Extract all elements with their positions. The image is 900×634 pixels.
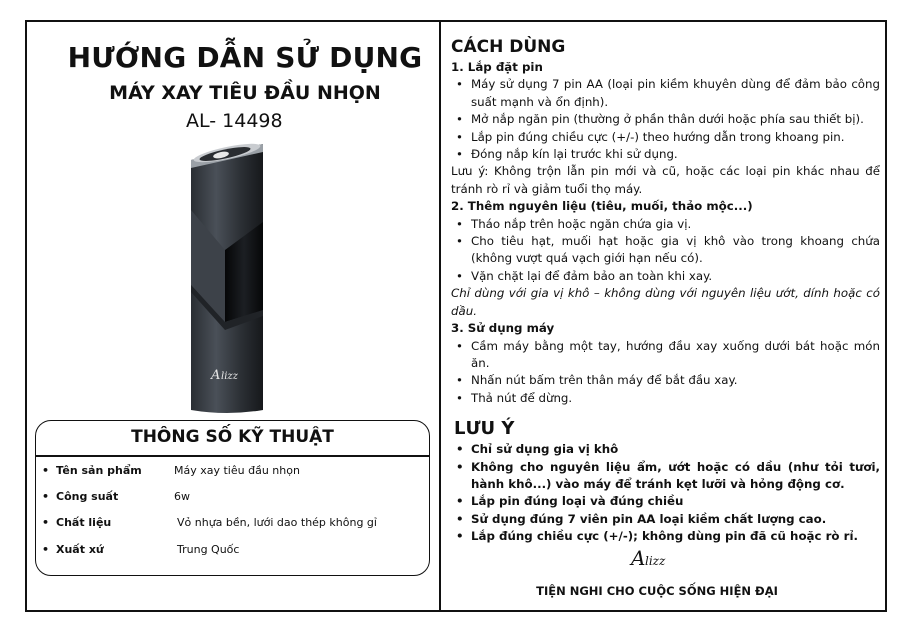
spec-value: Vỏ nhựa bền, lưới dao thép không gỉ (177, 516, 377, 529)
list-item: • Thả nút để dừng. (451, 390, 880, 407)
list-item: • Máy sử dụng 7 pin AA (loại pin kiềm khuyên dùng để đảm bảo công suất mạnh và ổn định). (451, 76, 880, 111)
product-image (185, 140, 265, 416)
list-item: • Tháo nắp trên hoặc ngăn chứa gia vị. (451, 216, 880, 233)
spec-value: Máy xay tiêu đầu nhọn (174, 464, 300, 477)
spec-key: Xuất xứ (56, 543, 104, 556)
list-item: • Sử dụng đúng 7 viên pin AA loại kiềm chất lượng cao. (451, 511, 880, 528)
section-title: 3. Sử dụng máy (451, 321, 555, 336)
usage-heading: CÁCH DÙNG (451, 37, 566, 57)
list-item: • Lắp pin đúng chiều cực (+/-) theo hướng dẫn trong khoang pin. (451, 129, 880, 146)
battery-note: Lưu ý: Không trộn lẫn pin mới và cũ, hoặc các loại pin khác nhau để tránh rò rỉ và giảm tuổi thọ máy. (451, 164, 880, 196)
svg-text:A: A (631, 546, 646, 570)
step-list (451, 216, 880, 286)
svg-text:lizz: lizz (221, 371, 238, 382)
list-item: • Vặn chặt lại để đảm bảo an toàn khi xay. (451, 268, 880, 285)
step-list (451, 76, 880, 163)
svg-text:lizz: lizz (645, 554, 666, 568)
product-subtitle: MÁY XAY TIÊU ĐẦU NHỌN (109, 82, 381, 104)
step-list (451, 338, 880, 408)
list-item: • Không cho nguyên liệu ẩm, ướt hoặc có dầu (như tỏi tươi, hành khô...) vào máy để tránh kẹt lưỡi và hỏng động cơ. (451, 459, 880, 494)
list-item: • Mở nắp ngăn pin (thường ở phần thân dưới hoặc phía sau thiết bị). (451, 111, 880, 128)
warning-list (451, 441, 880, 545)
column-divider (439, 20, 441, 612)
list-item: • Chỉ sử dụng gia vị khô (451, 441, 880, 458)
section-title: 1. Lắp đặt pin (451, 60, 543, 74)
page-title: HƯỚNG DẪN SỬ DỤNG (67, 41, 423, 74)
list-item: • Cầm máy bằng một tay, hướng đầu xay xuống dưới bát hoặc món ăn. (451, 338, 880, 373)
spec-value: Trung Quốc (177, 543, 240, 556)
section-title: 2. Thêm nguyên liệu (tiêu, muối, thảo mộc...) (451, 199, 753, 214)
list-item: • Lắp đúng chiều cực (+/-); không dùng pin đã cũ hoặc rò rỉ. (451, 528, 880, 545)
spec-divider (36, 455, 429, 457)
brand-logo (629, 543, 669, 573)
list-item: • Nhấn nút bấm trên thân máy để bắt đầu xay. (451, 372, 880, 389)
model-number: AL- 14498 (186, 110, 283, 132)
list-item: • Đóng nắp kín lại trước khi sử dụng. (451, 146, 880, 163)
list-item: • Cho tiêu hạt, muối hạt hoặc gia vị khô vào trong khoang chứa (không vượt quá vạch giới hạn nếu có). (451, 233, 880, 268)
spec-table: THÔNG SỐ KỸ THUẬT • Tên sản phẩm Máy xay tiêu đầu nhọn • Công suất 6w • Chất liệu Vỏ nhựa bền, lưới dao thép không gỉ • Xuất xứ Trung Quốc (35, 420, 430, 576)
spec-key: Chất liệu (56, 516, 112, 529)
warnings-heading: LƯU Ý (454, 418, 515, 440)
spec-title: THÔNG SỐ KỸ THUẬT (131, 427, 334, 447)
slogan: TIỆN NGHI CHO CUỘC SỐNG HIỆN ĐẠI (536, 584, 778, 598)
spec-value: 6w (174, 490, 190, 503)
dry-only-note: Chỉ dùng với gia vị khô – không dùng với nguyên liệu ướt, dính hoặc có dầu. (451, 286, 880, 318)
spec-key: Công suất (56, 490, 119, 503)
list-item: • Lắp pin đúng loại và đúng chiều (451, 493, 880, 510)
brand-logo (210, 368, 239, 383)
instructions-panel (451, 36, 880, 546)
spec-key: Tên sản phẩm (56, 464, 142, 477)
svg-text:A: A (211, 368, 221, 383)
